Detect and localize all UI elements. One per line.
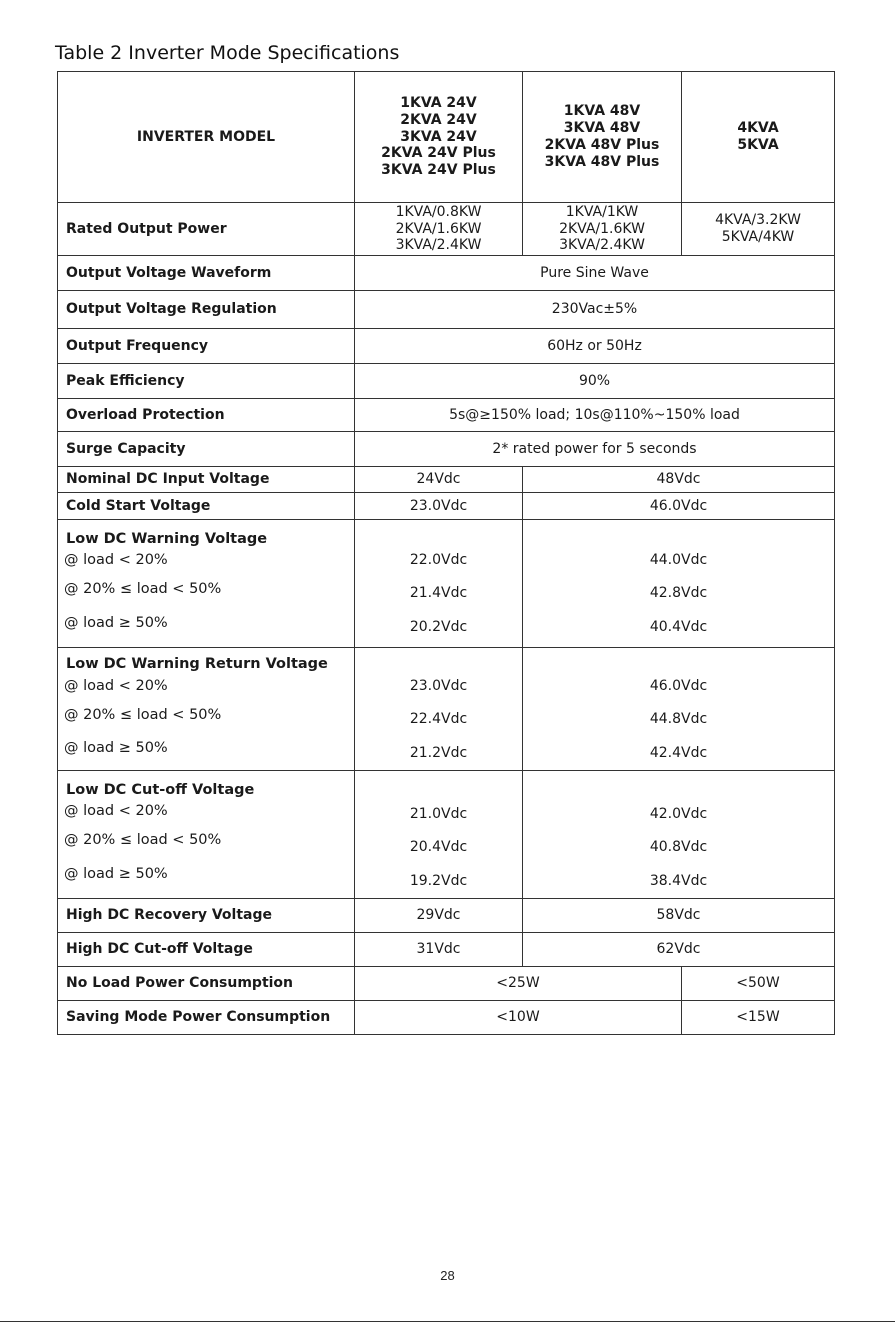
cell-value: 23.0Vdc bbox=[409, 677, 468, 694]
cell-value: 44.8Vdc bbox=[649, 711, 708, 727]
table-row bbox=[58, 256, 835, 291]
table-row bbox=[58, 291, 835, 329]
table-row bbox=[58, 432, 835, 467]
values-24v bbox=[355, 520, 523, 648]
low-dc-cutoff-group bbox=[58, 771, 355, 899]
table-row bbox=[58, 203, 835, 256]
cell-value-24v: 29Vdc bbox=[355, 899, 523, 933]
cell-value-1-3kva: <25W bbox=[355, 967, 682, 1001]
page-number: 28 bbox=[440, 1268, 455, 1283]
cell-value: 22.0Vdc bbox=[409, 551, 468, 568]
header-model-48v: 1KVA 48V 3KVA 48V 2KVA 48V Plus 3KVA 48V Plus bbox=[523, 72, 682, 203]
row-label: Output Voltage Waveform bbox=[58, 256, 355, 291]
values-48v bbox=[523, 520, 835, 648]
condition-label: @ 20% ≤ load < 50% bbox=[64, 581, 222, 598]
cell-value: 21.4Vdc bbox=[409, 585, 468, 601]
row-label: Low DC Warning Voltage bbox=[66, 530, 268, 547]
cell-value-48v: 58Vdc bbox=[523, 899, 835, 933]
condition-label: @ load < 20% bbox=[64, 803, 168, 820]
cell-value: 42.0Vdc bbox=[649, 805, 708, 822]
table-row bbox=[58, 967, 835, 1001]
table-row bbox=[58, 329, 835, 364]
table-row bbox=[58, 1001, 835, 1035]
header-label: INVERTER MODEL bbox=[58, 72, 355, 203]
low-dc-warning-return-group bbox=[58, 648, 355, 771]
cell-value-24v: 24Vdc bbox=[355, 467, 523, 493]
cell-value-24v: 23.0Vdc bbox=[355, 493, 523, 520]
table-row bbox=[58, 72, 835, 203]
cell-value: 40.8Vdc bbox=[649, 839, 708, 855]
row-label: No Load Power Consumption bbox=[58, 967, 355, 1001]
table-row bbox=[58, 364, 835, 399]
cell-value: 60Hz or 50Hz bbox=[355, 329, 835, 364]
table-row bbox=[58, 493, 835, 520]
spec-table bbox=[57, 71, 835, 1035]
cell-value: 40.4Vdc bbox=[649, 618, 708, 635]
row-label: Nominal DC Input Voltage bbox=[58, 467, 355, 493]
table-row bbox=[58, 933, 835, 967]
row-label: Rated Output Power bbox=[58, 203, 355, 256]
condition-label: @ 20% ≤ load < 50% bbox=[64, 832, 222, 849]
rated-power-24v: 1KVA/0.8KW 2KVA/1.6KW 3KVA/2.4KW bbox=[355, 203, 523, 256]
cell-value: 20.2Vdc bbox=[409, 618, 468, 635]
cell-value: 38.4Vdc bbox=[649, 872, 708, 889]
rated-power-48v: 1KVA/1KW 2KVA/1.6KW 3KVA/2.4KW bbox=[523, 203, 682, 256]
cell-value: 46.0Vdc bbox=[649, 677, 708, 694]
cell-value: 42.8Vdc bbox=[649, 585, 708, 601]
values-48v bbox=[523, 648, 835, 771]
page-title: Table 2 Inverter Mode Specifications bbox=[55, 42, 400, 64]
row-label: Cold Start Voltage bbox=[58, 493, 355, 520]
row-label: Saving Mode Power Consumption bbox=[58, 1001, 355, 1035]
page-divider bbox=[0, 1321, 895, 1322]
row-label: Low DC Warning Return Voltage bbox=[66, 656, 328, 673]
row-label: High DC Recovery Voltage bbox=[58, 899, 355, 933]
table-row bbox=[58, 467, 835, 493]
row-label: Overload Protection bbox=[58, 399, 355, 432]
cell-value: 5s@≥150% load; 10s@110%~150% load bbox=[355, 399, 835, 432]
table-row bbox=[58, 648, 835, 771]
cell-value: 21.2Vdc bbox=[409, 744, 468, 761]
cell-value-24v: 31Vdc bbox=[355, 933, 523, 967]
cell-value-4-5kva: <15W bbox=[682, 1001, 835, 1035]
cell-value: 42.4Vdc bbox=[649, 744, 708, 761]
condition-label: @ load ≥ 50% bbox=[64, 614, 168, 631]
condition-label: @ load ≥ 50% bbox=[64, 740, 168, 757]
row-label: Output Frequency bbox=[58, 329, 355, 364]
row-label: Low DC Cut-off Voltage bbox=[66, 781, 255, 798]
values-24v bbox=[355, 648, 523, 771]
table-row bbox=[58, 520, 835, 648]
row-label: High DC Cut-off Voltage bbox=[58, 933, 355, 967]
cell-value-48v: 46.0Vdc bbox=[523, 493, 835, 520]
low-dc-warning-group bbox=[58, 520, 355, 648]
condition-label: @ load ≥ 50% bbox=[64, 865, 168, 882]
cell-value: 20.4Vdc bbox=[409, 839, 468, 855]
row-label: Output Voltage Regulation bbox=[58, 291, 355, 329]
header-model-4-5kva: 4KVA 5KVA bbox=[682, 72, 835, 203]
condition-label: @ 20% ≤ load < 50% bbox=[64, 706, 222, 723]
cell-value: 2* rated power for 5 seconds bbox=[355, 432, 835, 467]
cell-value: 230Vac±5% bbox=[355, 291, 835, 329]
cell-value: 44.0Vdc bbox=[649, 551, 708, 568]
cell-value: 21.0Vdc bbox=[409, 805, 468, 822]
table-row bbox=[58, 399, 835, 432]
row-label: Surge Capacity bbox=[58, 432, 355, 467]
cell-value: 22.4Vdc bbox=[409, 711, 468, 727]
table-row bbox=[58, 899, 835, 933]
condition-label: @ load < 20% bbox=[64, 677, 168, 694]
cell-value: 19.2Vdc bbox=[409, 872, 468, 889]
cell-value-48v: 62Vdc bbox=[523, 933, 835, 967]
cell-value-48v: 48Vdc bbox=[523, 467, 835, 493]
table-row bbox=[58, 771, 835, 899]
cell-value: 90% bbox=[355, 364, 835, 399]
values-24v bbox=[355, 771, 523, 899]
header-model-24v: 1KVA 24V 2KVA 24V 3KVA 24V 2KVA 24V Plus 3KVA 24V Plus bbox=[355, 72, 523, 203]
condition-label: @ load < 20% bbox=[64, 552, 168, 569]
cell-value-1-3kva: <10W bbox=[355, 1001, 682, 1035]
row-label: Peak Efficiency bbox=[58, 364, 355, 399]
rated-power-4-5kva: 4KVA/3.2KW 5KVA/4KW bbox=[682, 203, 835, 256]
cell-value-4-5kva: <50W bbox=[682, 967, 835, 1001]
values-48v bbox=[523, 771, 835, 899]
cell-value: Pure Sine Wave bbox=[355, 256, 835, 291]
